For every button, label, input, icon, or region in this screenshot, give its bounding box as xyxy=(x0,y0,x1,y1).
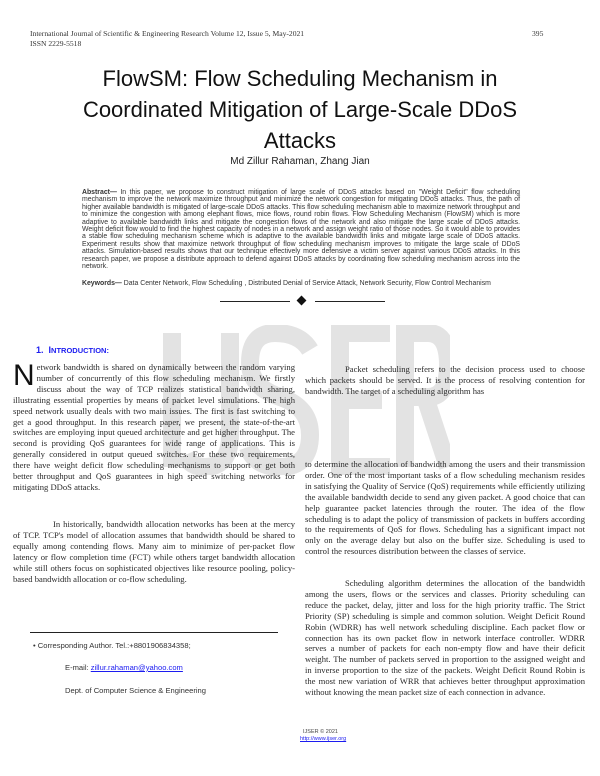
abstract-text: In this paper, we propose to construct mitigation of large scale of DDoS attacks based on "Weight Deficit" flow scheduling mechanism to improve the network maximize throughput and minimize the network congestion for mitigating DDoS attacks. Thus, the path of higher available bandwidth is mitigated of large-scale DDoS attacks. This flow scheduling mechanism able to maximize network throughput and to minimize the congestion with among elephant flows, mice flows, round robin flows. Flow Scheduling Mechanism (FlowSM) which is more adaptive to available bandwidth links and mitigate the congestion flows of the network and also mitigate the large scale of DDoS attacks. Weight deficit flow would to find the highest capacity of nodes in a network and assign weight ratio of those nodes. So it would able to provides a stable flow scheduling mechanism scheme which is adaptive to the available bandwidth links and mitigate large scale of DDoS attacks. Experiment results show that maximize network throughput of flow scheduling mechanism improves to mitigate the large scale of DDoS attacks. Simulation-based results shows that our technique effectively more defensive a victim server against various DDoS attacks. In this research paper, we propose a distribute approach to defend against DDoS attacks by coordinating flow scheduling mechanism across into the network. xyxy=(82,189,520,271)
watermark-letter-r xyxy=(405,333,448,467)
footnote-dept: Dept. of Computer Science & Engineering xyxy=(65,686,206,695)
copyright: IJSER © 2021 xyxy=(303,729,338,735)
abstract-label: Abstract— xyxy=(82,189,117,196)
section-title-initial: I xyxy=(48,345,52,355)
section-title-rest: NTRODUCTION: xyxy=(51,346,109,355)
intro-paragraph-3: Packet scheduling refers to the decision process used to choose which packets should be served. It is the process of resolving contention for bandwidth. The target of a scheduling algorithm has xyxy=(305,364,585,396)
drop-cap: N xyxy=(13,359,35,392)
page-footer xyxy=(300,729,346,743)
paper-title xyxy=(0,63,600,156)
footnote-rule xyxy=(30,632,278,633)
intro-paragraph-1 xyxy=(13,359,295,493)
intro-paragraph-4: to determine the allocation of bandwidth among the users and their transmission order. One of the most important tasks of a flow scheduling mechanism resides in satisfying the Quality of Service (QoS) requirements while efficiently utilizing the available bandwidth decide to send any given packet. A good choice that can help guarantee packet latencies through the router. The idea of the flow scheduling is to adapt the policy of transmission of packets in buffers according to the requirements of QoS for flows. Scheduling has a significant impact not only on the average delay but also on the buffer size. Scheduling is used to control the resources distribution between the classes of service. xyxy=(305,459,585,557)
footer-url[interactable]: http://www.ijser.org xyxy=(300,736,347,742)
divider-line-left xyxy=(220,301,290,302)
corresponding-author: Corresponding Author. Tel.:+8801906834358; xyxy=(37,641,191,650)
diamond-icon xyxy=(297,296,307,306)
section-heading xyxy=(36,345,109,355)
page-number: 395 xyxy=(532,29,544,38)
bullet: • xyxy=(33,641,36,650)
issn: ISSN 2229-5518 xyxy=(30,38,82,48)
authors: Md Zillur Rahaman, Zhang Jian xyxy=(230,156,370,167)
keywords-label: Keywords— xyxy=(82,280,122,287)
keywords xyxy=(82,280,532,287)
footnote-author xyxy=(33,641,191,650)
intro-paragraph-5: Scheduling algorithm determines the allocation of the bandwidth among the users, flows or the services and classes. Priority scheduling can reduce the packet, delay, jitter and loss for the high priority traffic. The Strict Priority (SP) scheduling is simple and common solution. Weight Deficit Round Robin (WDRR) has well network scheduling discipline. Each packet flow or connection has its own packet flow in network interface controller. WDRR serves a number of packets for each non-empty flow and have their deficit weight. The number of packets served in proportion to the assigned weight and in inverse proportion to the size of the packets. Weight Deficit Round Robin is the most new variation of WRR that achieves better throughput approximation without knowing the mean packet size of each connection in advance. xyxy=(305,578,585,698)
title-line-1: FlowSM: Flow Scheduling Mechanism in xyxy=(102,66,498,91)
footnote-email xyxy=(65,663,183,672)
title-line-2: Coordinated Mitigation of Large-Scale DDoS xyxy=(82,97,518,122)
paragraph-text: etwork bandwidth is shared on dynamically between the random varying number of concurrently of this flow scheduling mechanism. We firstly discuss about the way of TCP realizes statistical bandwidth sharing, illustrating essential properties by means of packet level simulations. The high speed network usually deals with two main issues. The first is fast switching to get a good throughput. In this research paper, we present, the state-of-the-art switches are employing input queued architecture and get higher throughput. The second is providing QoS guarantees for wide range of applications. This is generally considered in output queued switches. For these two requirements, there have weight deficit flow scheduling mechanisms to support or get both better throughput and QoS guarantees in high speed switching networks for mitigating DDoS attacks. xyxy=(13,362,295,492)
abstract xyxy=(82,189,520,270)
journal-header xyxy=(30,29,304,48)
section-divider xyxy=(220,296,385,306)
journal-name: International Journal of Scientific & Engineering Research Volume 12, Issue 5, May-2021 xyxy=(30,29,305,38)
watermark-letter-e xyxy=(340,333,390,467)
title-line-3: Attacks xyxy=(263,128,337,153)
keywords-text: Data Center Network, Flow Scheduling , Distributed Denial of Service Attack, Network Security, Flow Control Mechanism xyxy=(121,280,491,287)
section-number: 1. xyxy=(36,345,44,355)
email-link[interactable]: zillur.rahaman@yahoo.com xyxy=(90,663,183,672)
email-label: E-mail: xyxy=(65,663,91,672)
intro-paragraph-2: In historically, bandwidth allocation networks has been at the mercy of TCP. TCP's model of allocation assumes that bandwidth should be shared to equally among contending flows. Many aim to minimize of per-packet flow latency or flow completion time (FCT) while others target bandwidth allocation while still others focus on sophisticated objectives like resource pooling, policy-based bandwidth allocation or co-flow scheduling. xyxy=(13,519,295,584)
divider-line-right xyxy=(315,301,385,302)
